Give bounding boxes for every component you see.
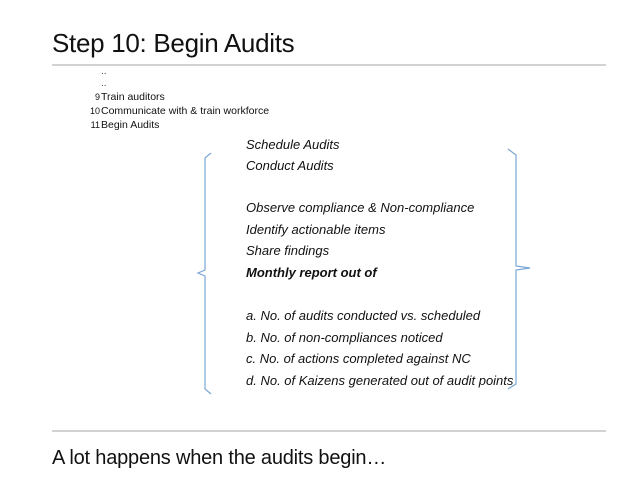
- task-item: Observe compliance & Non-compliance: [246, 200, 475, 215]
- task-item: Schedule Audits: [246, 137, 340, 152]
- footer-caption: A lot happens when the audits begin…: [52, 447, 387, 469]
- report-item: d. No. of Kaizens generated out of audit points: [246, 373, 514, 388]
- task-item-report: Monthly report out of: [246, 265, 377, 280]
- slide-title: Step 10: Begin Audits: [52, 28, 295, 58]
- report-item: b. No. of non-compliances noticed: [246, 330, 443, 345]
- list-item: [88, 66, 269, 78]
- report-item: a. No. of audits conducted vs. scheduled: [246, 308, 481, 323]
- step-number: 9: [94, 92, 100, 102]
- list-item: [88, 104, 269, 118]
- list-item: [88, 90, 269, 104]
- step-text: Communicate with & train workforce: [101, 105, 270, 117]
- step-text: ..: [101, 66, 107, 77]
- steps-list: [88, 66, 269, 132]
- list-item: [88, 78, 269, 90]
- step-text: ..: [101, 78, 107, 89]
- right-bracket: [508, 149, 530, 389]
- step-text: Begin Audits: [101, 119, 160, 131]
- footer-divider: [52, 430, 606, 432]
- step-number: 11: [90, 120, 100, 130]
- left-bracket: [198, 153, 211, 394]
- task-item: Identify actionable items: [246, 222, 386, 237]
- report-item: c. No. of actions completed against NC: [246, 351, 471, 366]
- task-item: Share findings: [246, 243, 330, 258]
- step-number: 10: [89, 106, 100, 116]
- list-item: [88, 118, 269, 132]
- step-text: Train auditors: [101, 91, 165, 103]
- task-item: Conduct Audits: [246, 158, 334, 173]
